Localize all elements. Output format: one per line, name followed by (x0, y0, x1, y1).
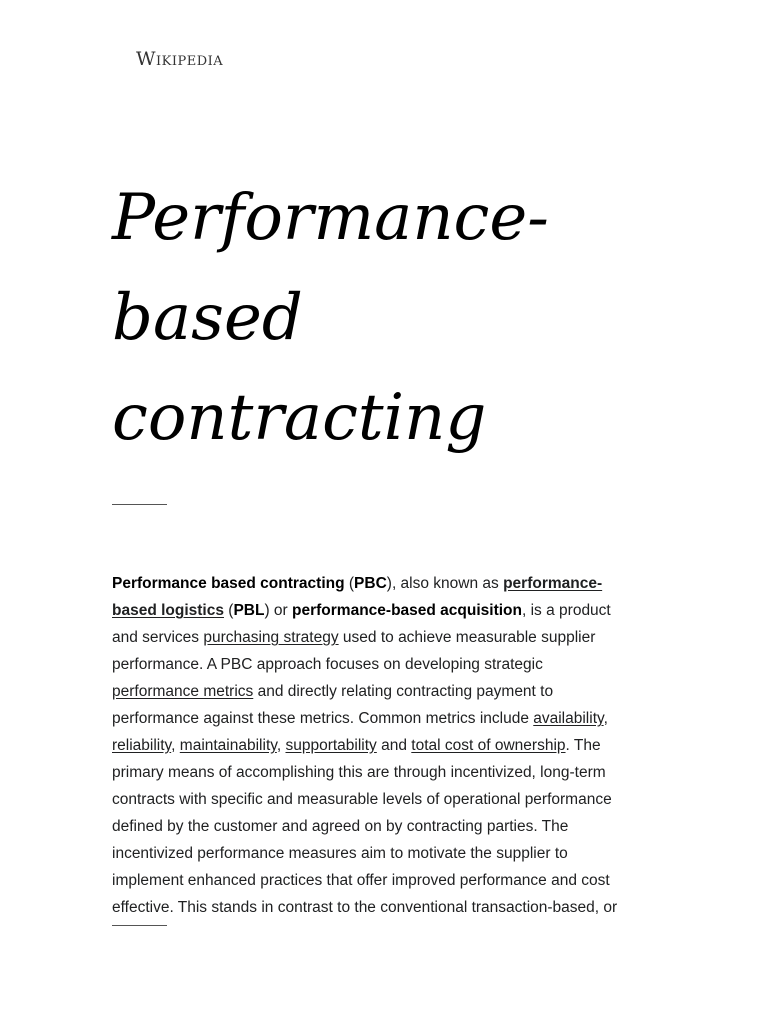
title-line: based (112, 281, 303, 355)
title-line: contracting (112, 381, 487, 455)
section-divider (112, 925, 167, 926)
text-segment: and (376, 737, 412, 754)
article-link[interactable]: performance metrics (112, 683, 254, 700)
text-segment: , (603, 710, 608, 727)
paragraph-line (112, 651, 672, 678)
article-link[interactable]: reliability (112, 737, 172, 754)
text-segment: primary means of accomplishing this are through incentivized, long-term (112, 764, 606, 781)
text-segment: contracts with specific and measurable levels of operational performance (112, 791, 612, 808)
paragraph-line (112, 705, 672, 732)
text-segment: , (276, 737, 286, 754)
text-segment: performance against these metrics. Common metrics include (112, 710, 534, 727)
paragraph-line (112, 570, 672, 597)
article-link[interactable]: supportability (285, 737, 377, 754)
text-segment: used to achieve measurable supplier (338, 629, 596, 646)
text-segment: ( (223, 602, 234, 619)
title-line: Performance- (112, 181, 549, 255)
paragraph-line (112, 786, 672, 813)
article-link[interactable]: performance- (503, 575, 603, 592)
text-segment: ), also known as (386, 575, 504, 592)
intro-paragraph (112, 570, 672, 921)
bold-term: performance-based acquisition (292, 602, 522, 619)
text-segment: implement enhanced practices that offer improved performance and cost (112, 872, 610, 889)
page-title (112, 168, 672, 468)
paragraph-line (112, 759, 672, 786)
text-segment: defined by the customer and agreed on by contracting parties. The (112, 818, 569, 835)
paragraph-line (112, 894, 672, 921)
text-segment: ) or (264, 602, 293, 619)
text-segment: . The (565, 737, 601, 754)
paragraph-line (112, 678, 672, 705)
bold-term: PBC (354, 575, 387, 592)
article-link[interactable]: availability (533, 710, 604, 727)
text-segment: , is a product (522, 602, 611, 619)
text-segment: effective. This stands in contrast to the conventional transaction-based, or (112, 899, 618, 916)
wikipedia-logo[interactable]: Wikipedia (136, 48, 224, 70)
text-segment: performance. A PBC approach focuses on developing strategic (112, 656, 543, 673)
paragraph-line (112, 813, 672, 840)
paragraph-line (112, 597, 672, 624)
text-segment: ( (344, 575, 355, 592)
paragraph-line (112, 624, 672, 651)
bold-term: Performance based contracting (112, 575, 345, 592)
paragraph-line (112, 840, 672, 867)
text-segment: , (171, 737, 180, 754)
bold-term: PBL (233, 602, 265, 619)
article-link[interactable]: purchasing strategy (203, 629, 339, 646)
article-link[interactable]: maintainability (179, 737, 277, 754)
paragraph-line (112, 867, 672, 894)
text-segment: and services (112, 629, 204, 646)
article-link[interactable]: total cost of ownership (411, 737, 566, 754)
text-segment: and directly relating contracting payment to (253, 683, 554, 700)
text-segment: incentivized performance measures aim to motivate the supplier to (112, 845, 568, 862)
article-link[interactable]: based logistics (112, 602, 224, 619)
paragraph-line (112, 732, 672, 759)
title-divider (112, 504, 167, 505)
